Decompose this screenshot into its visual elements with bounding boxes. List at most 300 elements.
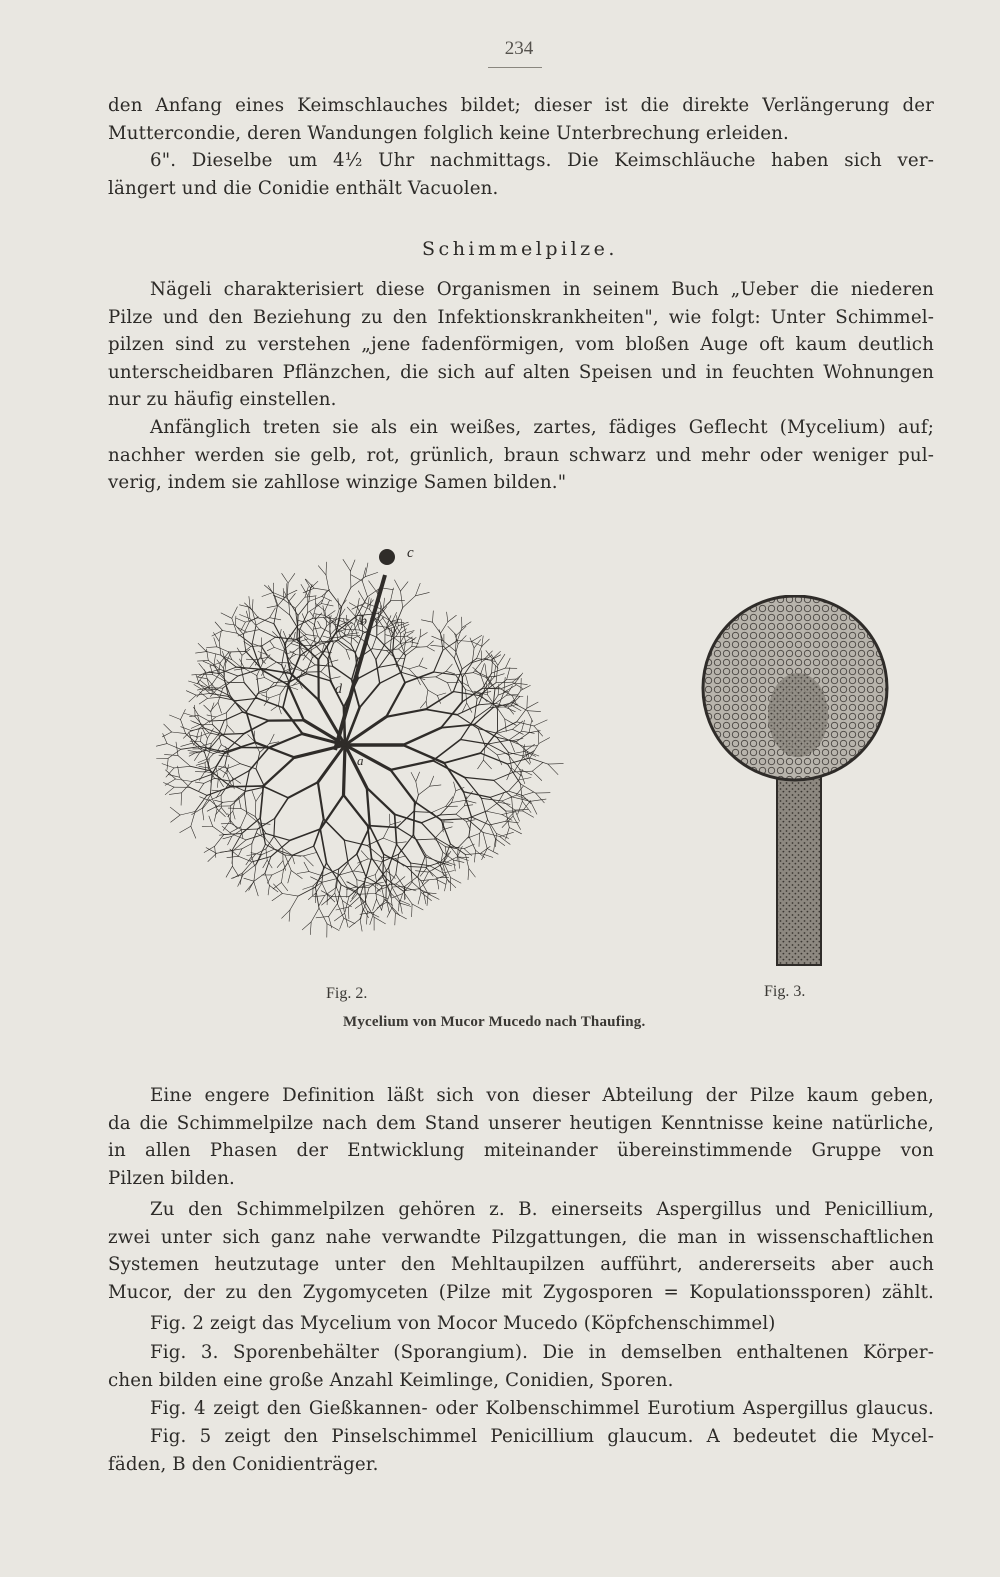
hypha-segment (474, 699, 477, 719)
hypha-segment (195, 782, 204, 783)
hypha-segment (391, 770, 415, 802)
text-line: Fig. 3. Sporenbehälter (Sporangium). Die in demselben enthaltenen Körper- (150, 1342, 934, 1363)
hypha-segment (189, 752, 197, 756)
hypha-segment (307, 620, 314, 625)
hypha-segment (452, 791, 456, 803)
hypha-segment (494, 665, 496, 677)
hypha-segment (165, 779, 175, 785)
hypha-segment (354, 871, 365, 873)
hypha-segment (275, 798, 288, 819)
hypha-segment (427, 894, 428, 906)
hypha-segment (396, 628, 401, 637)
hypha-segment (303, 853, 316, 856)
hypha-segment (340, 918, 344, 929)
hypha-segment (191, 725, 200, 729)
hypha-segment (191, 826, 196, 838)
hypha-segment (324, 819, 345, 840)
hypha-segment (514, 771, 532, 772)
hypha-segment (437, 693, 446, 696)
hypha-segment (466, 690, 467, 703)
hypha-segment (390, 643, 400, 652)
hypha-segment (483, 832, 500, 836)
hypha-segment (282, 573, 288, 583)
hypha-segment (420, 633, 427, 638)
hypha-segment (172, 732, 186, 734)
hypha-segment (339, 600, 346, 609)
hypha-segment (221, 613, 232, 618)
hypha-segment (244, 878, 254, 881)
hypha-segment (290, 896, 298, 910)
hypha-segment (418, 857, 425, 877)
hypha-segment (474, 850, 475, 862)
hypha-segment (189, 695, 196, 702)
hypha-segment (207, 652, 221, 656)
text-line: Anfänglich treten sie als ein weißes, zartes, fädiges Geflecht (Mycelium) auf; (150, 417, 934, 438)
hypha-segment (412, 904, 423, 910)
hypha-segment (314, 625, 318, 637)
hypha-segment (168, 775, 179, 778)
text-line: chen bilden eine große Anzahl Keimlinge, Conidien, Sporen. (108, 1369, 674, 1391)
fig2-label: Fig. 2. (326, 985, 368, 1002)
hypha-segment (477, 646, 482, 658)
hypha-segment (396, 842, 406, 843)
hypha-segment (325, 600, 330, 611)
hypha-segment (465, 777, 482, 798)
hypha-segment (344, 795, 368, 826)
hypha-segment (256, 844, 265, 864)
hypha-segment (241, 809, 255, 817)
hypha-segment (170, 807, 180, 815)
text-line: Eine engere Definition läßt sich von dieser Abteilung der Pilze kaum geben, (150, 1085, 934, 1106)
paragraph-fig2 (108, 1310, 934, 1338)
hypha-segment (386, 900, 396, 913)
hypha-segment (395, 814, 422, 823)
hypha-segment (505, 719, 517, 725)
hypha-segment (267, 606, 278, 608)
hypha-segment (222, 734, 244, 735)
hypha-segment (325, 887, 337, 895)
hypha-segment (304, 862, 309, 871)
hypha-segment (238, 849, 242, 857)
hypha-segment (411, 772, 416, 781)
hypha-segment (521, 784, 536, 793)
mycelium-illustration (130, 545, 610, 975)
hypha-segment (336, 907, 349, 910)
hypha-segment (181, 727, 191, 731)
hypha-segment (252, 791, 256, 802)
hypha-segment (315, 597, 316, 607)
hypha-segment (219, 663, 221, 673)
hypha-segment (479, 834, 480, 847)
hypha-segment (421, 892, 432, 900)
hypha-segment (530, 758, 548, 764)
hypha-segment (196, 763, 205, 766)
hypha-segment (447, 612, 448, 622)
hypha-segment (295, 597, 305, 608)
hypha-segment (245, 669, 257, 676)
hypha-segment (329, 591, 341, 607)
hypha-segment (403, 596, 416, 608)
hypha-segment (507, 679, 519, 680)
hypha-segment (415, 592, 429, 595)
hypha-segment (507, 668, 510, 680)
hypha-segment (454, 782, 456, 791)
hypha-segment (284, 600, 295, 609)
hypha-segment (451, 878, 461, 884)
hypha-segment (418, 892, 421, 904)
hypha-segment (379, 620, 385, 630)
hypha-segment (199, 698, 207, 704)
hypha-segment (263, 757, 294, 786)
hypha-segment (208, 697, 220, 698)
hypha-segment (393, 654, 405, 683)
hypha-segment (515, 673, 523, 683)
hypha-segment (353, 638, 358, 643)
hypha-segment (481, 651, 482, 662)
figure-caption: Mycelium von Mucor Mucedo nach Thaufing. (343, 1014, 646, 1030)
hypha-segment (424, 892, 426, 904)
hypha-segment (376, 644, 385, 660)
hypha-segment (395, 859, 404, 867)
sporangium-head (379, 549, 395, 565)
hypha-segment (404, 646, 412, 653)
hypha-segment (278, 606, 290, 616)
hypha-segment (375, 875, 377, 886)
hypha-segment (246, 659, 255, 660)
hypha-segment (362, 581, 367, 597)
hypha-segment (266, 662, 276, 668)
hypha-segment (190, 787, 207, 795)
hypha-segment (441, 633, 443, 650)
hypha-segment (194, 707, 199, 715)
hypha-segment (447, 879, 456, 888)
hypha-segment (488, 740, 509, 744)
hypha-segment (403, 728, 441, 745)
hypha-segment (513, 703, 528, 711)
hypha-segment (416, 782, 419, 795)
hypha-segment (285, 855, 303, 856)
hypha-segment (480, 820, 488, 834)
hypha-segment (401, 655, 405, 672)
hypha-segment (527, 696, 528, 708)
hypha-segment (352, 625, 357, 633)
hypha-segment (452, 800, 466, 802)
hypha-segment (527, 702, 538, 708)
hypha-segment (504, 685, 516, 692)
hypha-segment (422, 872, 428, 884)
hypha-segment (403, 745, 444, 763)
hypha-segment (247, 630, 260, 633)
hypha-segment (496, 665, 498, 682)
paragraph-definition (108, 1082, 934, 1192)
hypha-segment (420, 629, 421, 637)
hypha-segment (268, 885, 269, 895)
hypha-segment (488, 744, 508, 755)
hypha-segment (434, 830, 443, 839)
hypha-segment (199, 783, 204, 791)
hypha-segment (370, 912, 374, 924)
label-d: d (335, 682, 342, 697)
hypha-segment (216, 767, 218, 779)
hypha-segment (456, 806, 464, 814)
hypha-segment (483, 832, 487, 848)
hypha-segment (415, 871, 428, 872)
hypha-segment (462, 663, 472, 678)
hypha-segment (445, 879, 448, 891)
hypha-segment (176, 742, 178, 756)
hypha-segment (255, 802, 256, 817)
hypha-segment (510, 741, 514, 752)
hypha-segment (399, 900, 409, 904)
hypha-segment (288, 782, 318, 798)
hypha-segment (242, 829, 258, 830)
hypha-segment (359, 894, 375, 895)
hypha-segment (260, 786, 263, 818)
hypha-segment (224, 712, 242, 720)
hypha-segment (230, 794, 244, 806)
hypha-segment (326, 562, 327, 575)
hypha-segment (466, 822, 470, 831)
hypha-segment (210, 774, 212, 795)
hypha-segment (365, 572, 378, 576)
hypha-segment (436, 677, 448, 683)
hypha-segment (441, 622, 448, 633)
hypha-segment (393, 619, 401, 621)
hypha-segment (192, 774, 212, 781)
hypha-segment (406, 647, 417, 655)
hypha-segment (319, 908, 327, 924)
paragraph-fig3 (108, 1339, 934, 1394)
hypha-segment (409, 666, 419, 669)
hypha-segment (305, 596, 316, 597)
hypha-segment (395, 814, 397, 844)
hypha-segment (466, 853, 481, 854)
hypha-segment (226, 713, 227, 725)
hypha-segment (529, 720, 532, 732)
hypha-segment (287, 583, 288, 598)
hypha-segment (412, 904, 413, 917)
hypha-segment (288, 573, 295, 583)
hypha-segment (497, 729, 513, 733)
hypha-segment (207, 647, 217, 648)
hypha-segment (411, 863, 430, 866)
hypha-segment (395, 913, 396, 925)
text-line: Muttercondie, deren Wandungen folglich keine Unterbrechung erleiden. (108, 122, 789, 144)
hypha-segment (448, 615, 457, 622)
hypha-segment (252, 625, 256, 645)
hypha-segment (198, 733, 209, 737)
hypha-segment (515, 809, 528, 810)
hypha-segment (231, 786, 263, 787)
hypha-segment (548, 764, 563, 765)
hypha-segment (426, 692, 454, 710)
hypha-segment (433, 740, 461, 761)
hypha-segment (490, 821, 506, 825)
hypha-segment (402, 624, 410, 627)
hypha-segment (485, 746, 497, 755)
hypha-segment (254, 882, 258, 896)
hypha-segment (470, 638, 474, 648)
hypha-segment (223, 801, 235, 802)
hypha-segment (217, 850, 233, 853)
hypha-segment (346, 629, 360, 630)
hypha-segment (512, 797, 531, 802)
hypha-segment (428, 894, 439, 900)
hypha-segment (496, 682, 512, 683)
hypha-segment (534, 720, 547, 726)
hypha-segment (484, 760, 492, 769)
hypha-segment (516, 786, 523, 795)
hypha-segment (314, 588, 329, 590)
hypha-segment (254, 873, 265, 881)
hypha-segment (523, 811, 534, 817)
hypha-segment (219, 674, 228, 683)
hypha-segment (324, 867, 340, 875)
hypha-segment (274, 624, 285, 644)
hypha-segment (400, 903, 411, 906)
hypha-segment (224, 725, 227, 734)
hypha-segment (215, 846, 216, 857)
text-line: Mucor, der zu den Zygomyceten (Pilze mit Zygosporen = Kopulationssporen) zählt. (108, 1281, 934, 1303)
hypha-segment (352, 603, 366, 609)
hypha-segment (416, 772, 420, 782)
hypha-segment (246, 882, 254, 892)
hypha-segment (344, 918, 355, 923)
hypha-segment (512, 797, 513, 816)
hypha-segment (485, 665, 486, 677)
hypha-segment (288, 685, 304, 721)
hypha-segment (386, 683, 405, 717)
hypha-segment (509, 791, 523, 795)
hypha-segment (478, 760, 484, 769)
hypha-segment (235, 616, 236, 625)
hypha-segment (358, 667, 379, 678)
hypha-segment (287, 590, 297, 595)
hypha-segment (216, 754, 224, 767)
hypha-segment (162, 764, 174, 768)
hypha-segment (169, 715, 180, 720)
hypha-segment (368, 826, 397, 828)
hypha-segment (200, 692, 208, 699)
hypha-segment (548, 764, 558, 775)
hypha-segment (519, 778, 531, 781)
hypha-segment (171, 815, 181, 822)
paragraph-naegeli (108, 276, 934, 414)
hypha-segment (281, 870, 283, 883)
hypha-segment (245, 618, 258, 622)
hypha-segment (233, 811, 235, 819)
hypha-segment (421, 620, 432, 622)
hypha-segment (532, 763, 543, 772)
hypha-segment (217, 779, 218, 788)
hypha-segment (400, 903, 402, 913)
hypha-segment (370, 827, 384, 855)
hypha-segment (474, 725, 496, 738)
hypha-segment (469, 869, 476, 877)
hypha-segment (301, 584, 308, 595)
hypha-segment (246, 787, 265, 791)
hypha-segment (314, 628, 321, 629)
hypha-segment (201, 732, 202, 742)
hypha-segment (297, 872, 309, 874)
hypha-segment (239, 605, 250, 608)
hypha-segment (191, 728, 200, 731)
hypha-segment (216, 802, 223, 808)
hypha-segment (326, 611, 335, 618)
hypha-segment (291, 644, 300, 647)
hypha-segment (302, 922, 311, 930)
hypha-segment (242, 818, 261, 834)
hypha-segment (441, 820, 450, 844)
hypha-segment (191, 721, 200, 725)
hypha-segment (242, 844, 252, 849)
hypha-segment (270, 608, 276, 618)
hypha-segment (530, 801, 537, 814)
hypha-segment (200, 797, 210, 801)
hypha-segment (365, 563, 368, 577)
hypha-segment (421, 881, 428, 894)
hypha-segment (386, 871, 395, 879)
hypha-segment (386, 879, 387, 900)
hypha-segment (372, 649, 386, 651)
hypha-segment (230, 771, 249, 782)
hypha-segment (325, 611, 327, 626)
hypha-segment (383, 838, 396, 843)
hypha-segment (472, 635, 482, 641)
hypha-segment (424, 892, 437, 893)
text-line: Fig. 2 zeigt das Mycelium von Mocor Mucedo (Köpfchenschimmel) (150, 1313, 776, 1334)
hypha-segment (204, 778, 215, 783)
hypha-segment (385, 636, 396, 644)
fig3-label: Fig. 3. (764, 983, 806, 1000)
hypha-segment (196, 652, 207, 654)
hypha-segment (382, 609, 394, 627)
hypha-segment (234, 669, 245, 671)
hypha-segment (462, 622, 471, 628)
hypha-segment (376, 660, 380, 684)
hypha-segment (347, 615, 348, 623)
hypha-segment (351, 560, 356, 571)
hypha-segment (458, 636, 466, 644)
hypha-segment (385, 635, 392, 637)
hypha-segment (480, 731, 497, 753)
hypha-segment (348, 882, 357, 887)
hypha-segment (232, 660, 241, 668)
hypha-segment (509, 731, 522, 740)
hypha-segment (323, 636, 331, 638)
hypha-segment (502, 795, 516, 801)
section-heading: Schimmelpilze. (422, 238, 618, 260)
hypha-segment (443, 641, 455, 651)
hypha-segment (261, 647, 268, 658)
hypha-segment (355, 902, 365, 909)
hypha-segment (270, 641, 275, 648)
hypha-segment (311, 908, 319, 922)
hypha-segment (494, 674, 504, 677)
hypha-segment (252, 645, 261, 670)
hypha-segment (180, 826, 191, 832)
hypha-segment (226, 866, 232, 877)
text-line: in allen Phasen der Entwicklung miteinander übereinstimmende Gruppe von (108, 1140, 934, 1162)
hypha-segment (216, 713, 227, 717)
hypha-segment (181, 720, 186, 734)
hypha-segment (396, 843, 401, 852)
hypha-segment (411, 863, 412, 882)
hypha-segment (249, 596, 250, 607)
hypha-segment (247, 854, 256, 855)
hypha-segment (391, 588, 394, 601)
hypha-segment (209, 717, 216, 722)
